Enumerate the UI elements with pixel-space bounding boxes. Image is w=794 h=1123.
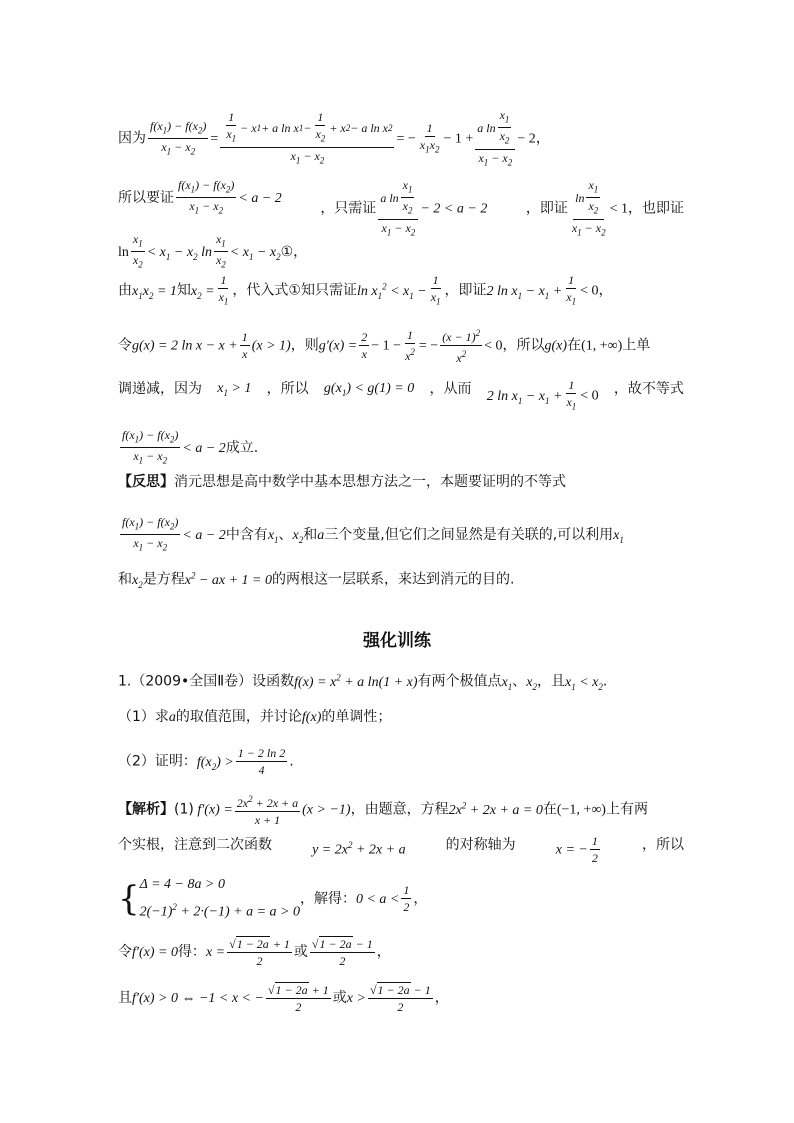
text: ， bbox=[598, 282, 613, 299]
text: 和 bbox=[118, 571, 132, 588]
text: （1）求 bbox=[118, 709, 169, 725]
text: ，也即证 bbox=[628, 200, 684, 217]
line-9: $\frac{f(x_1) - f(x_2)}{x_1 - x_2}$ < a − 2中含有$x_1$、$x_2$和a三个变量,但它们之间显然是有关联的,可以利用$x_1$ bbox=[122, 515, 624, 553]
solution-line-3: { Δ = 4 − 8a > 0 $2(-1)^2 + 2\cdot(-1) + a = a > 0$ ，解得：0 < a < $\frac{1}{2}$ ， bbox=[118, 877, 428, 920]
text: 得： bbox=[177, 944, 206, 960]
section-title: 强化训练 bbox=[363, 631, 431, 651]
text: 或 bbox=[332, 990, 347, 1006]
text: 三个变量,但它们之间显然是有关联的,可以利用 bbox=[324, 526, 614, 543]
question-1: （1）求a的取值范围，并讨论f(x)的单调性； bbox=[118, 709, 392, 725]
text: ，且 bbox=[537, 673, 565, 690]
line-5: 令g(x) = 2 ln x − x + $\frac{1}{x}$ (x > 1)，则g′(x) = $\frac{2}{x}$ − 1 − $\frac{1}{x^2}$ = − $\frac{(x - 1)^2}{x^2}$ < 0，所以g(x)在(1, +∞)上单 bbox=[118, 328, 651, 365]
question-2: （2）证明：$f(x_2)$ > $\frac{1 - 2 \ln 2}{4}$ . bbox=[118, 746, 294, 777]
text: 或 bbox=[293, 944, 308, 960]
text: ， bbox=[376, 944, 391, 960]
text: 1.（2009•全国Ⅱ卷）设函数 bbox=[118, 673, 295, 690]
text: ，从而 bbox=[429, 381, 472, 397]
text: 在 bbox=[567, 337, 582, 354]
text: ， bbox=[434, 990, 449, 1006]
text: 有两个极值点 bbox=[417, 673, 502, 690]
text: . bbox=[289, 753, 294, 770]
text: 上单 bbox=[622, 337, 651, 354]
section-label: 【解析】 bbox=[118, 801, 174, 818]
text: 在 bbox=[542, 801, 557, 818]
text: 、 bbox=[512, 673, 527, 690]
text: 的取值范围，并讨论 bbox=[175, 709, 302, 725]
text: 因为 bbox=[118, 130, 146, 147]
text: ，即证 bbox=[444, 282, 487, 299]
text: 知 bbox=[176, 282, 191, 299]
text: 调递减，因为 bbox=[118, 381, 202, 397]
text: ①， bbox=[280, 243, 308, 260]
text: ，则 bbox=[290, 337, 319, 354]
solution-line-5: 且f′(x) > 0 ⇔ −1 < x < − $\frac{√1 - 2a + 1}{2}$ 或x > $\frac{√1 - 2a - 1}{2}$ ， bbox=[118, 983, 449, 1014]
text: 所以要证 bbox=[118, 189, 174, 206]
text: . bbox=[602, 673, 608, 690]
section-label: 【反思】 bbox=[118, 474, 174, 490]
text: 是方程 bbox=[142, 571, 185, 588]
line-4: 由$x_1x_2 = 1$知$x_2$ = $\frac{1}{x_1}$ ，代入式①知只需证$\ln x_1^2 < x_1$ − $\frac{1}{x_1}$ ，即证2 $\ln x_1 - x_1$ + $\frac{1}{x_1}$ < 0， bbox=[118, 273, 613, 307]
text: 令 bbox=[118, 337, 132, 354]
text: ，代入式①知只需证 bbox=[232, 282, 357, 299]
line-7: $\frac{f(x_1) - f(x_2)}{x_1 - x_2}$ < a − 2成立. bbox=[122, 428, 259, 466]
text: ，所以 bbox=[641, 837, 684, 853]
line-6: 调递减，因为 $x_1 > 1$ ，所以 $g(x_1) < g(1) = 0$ ，从而 2 $\ln x_1 - x_1$ + $\frac{1}{x_1}$ < 0 ，故不等式 bbox=[118, 378, 684, 412]
text: ， bbox=[413, 890, 428, 907]
line-1: 因为 $\frac{f(x_1) - f(x_2)}{x_1 - x_2}$ = $\frac{1}{x_1}$ − x 1 + a ln x 1 − $\frac{1}{x_2}$ + x 2 − a ln x 2 $x_1 - x_2$ = − $\frac{1}{x_1x_2}$ − 1 + a ln $\frac{x_1}{x_2}$ $x_1 - x_2$ − 2， bbox=[118, 108, 550, 168]
text: ，即证 bbox=[525, 200, 568, 217]
text: ，解得： bbox=[299, 890, 356, 907]
text: 消元思想是高中数学中基本思想方法之一，本题要证明的不等式 bbox=[174, 474, 566, 490]
solution-line-2: 个实根，注意到二次函数 $y = 2x^2 + 2x + a$ 的对称轴为 x = − $\frac{1}{2}$ ，所以 bbox=[118, 834, 684, 865]
text: 令 bbox=[118, 944, 132, 960]
line-2: 所以要证 $\frac{f(x_1) - f(x_2)}{x_1 - x_2}$ < a − 2 ，只需证 a ln $\frac{x_1}{x_2}$ $x_1 - x_2$ − 2 < a − 2 ，即证 ln $\frac{x_1}{x_2}$ $x_1 - x_2$ < 1，也即证 bbox=[118, 178, 684, 238]
problem-1: 1.（2009•全国Ⅱ卷）设函数$f(x) = x^2 + a$ ln(1 + x)有两个极值点$x_1$、$x_2$，且$x_1 < x_2$. bbox=[118, 672, 608, 692]
line-3: ln $\frac{x_1}{x_2}$ < $x_1 - x_2$ ln $\frac{x_1}{x_2}$ < $x_1$ − $x_2①$， bbox=[118, 232, 308, 270]
text: 成立. bbox=[225, 439, 259, 456]
text: ， bbox=[535, 130, 550, 147]
text: 和 bbox=[303, 526, 318, 543]
line-8 bbox=[118, 471, 684, 493]
solution-line-1: 【解析】(1) f′(x) = $\frac{2x^2 + 2x + a}{x + 1}$ (x > −1)，由题意，方程$2x^2 + 2x + a = 0$在(−1, +∞)上有两 bbox=[118, 794, 648, 827]
text: 由 bbox=[118, 282, 132, 299]
text: ，故不等式 bbox=[613, 381, 684, 397]
text: ，所以 bbox=[266, 381, 309, 397]
text: ，由题意，方程 bbox=[350, 801, 449, 818]
text: 且 bbox=[118, 990, 132, 1006]
line-10: 和$x_2$是方程$x^2$ − ax + 1 = 0的两根这一层联系，来达到消元的目的. bbox=[118, 570, 515, 590]
text: 的单调性； bbox=[321, 709, 392, 725]
text: 的两根这一层联系，来达到消元的目的. bbox=[272, 571, 515, 588]
text: （2）证明： bbox=[118, 753, 197, 770]
text: 、 bbox=[278, 526, 293, 543]
text: 上有两 bbox=[605, 801, 648, 818]
text: (1) bbox=[174, 801, 194, 818]
fraction: $\frac{1}{x_1}$ − x 1 + a ln x 1 − $\frac{1}{x_2}$ + x 2 − a ln x 2 $x_1 - x_2$ bbox=[220, 110, 394, 167]
solution-line-4: 令f′(x) = 0得：x = $\frac{√1 - 2a + 1}{2}$ 或 $\frac{√1 - 2a - 1}{2}$ ， bbox=[118, 937, 391, 968]
text: 的对称轴为 bbox=[445, 837, 516, 853]
text: 中含有 bbox=[225, 526, 268, 543]
text: 个实根，注意到二次函数 bbox=[118, 837, 272, 853]
fraction: $\frac{f(x_1) - f(x_2)}{x_1 - x_2}$ bbox=[150, 118, 207, 157]
text: ，只需证 bbox=[320, 200, 377, 217]
text: ，所以 bbox=[502, 337, 545, 354]
